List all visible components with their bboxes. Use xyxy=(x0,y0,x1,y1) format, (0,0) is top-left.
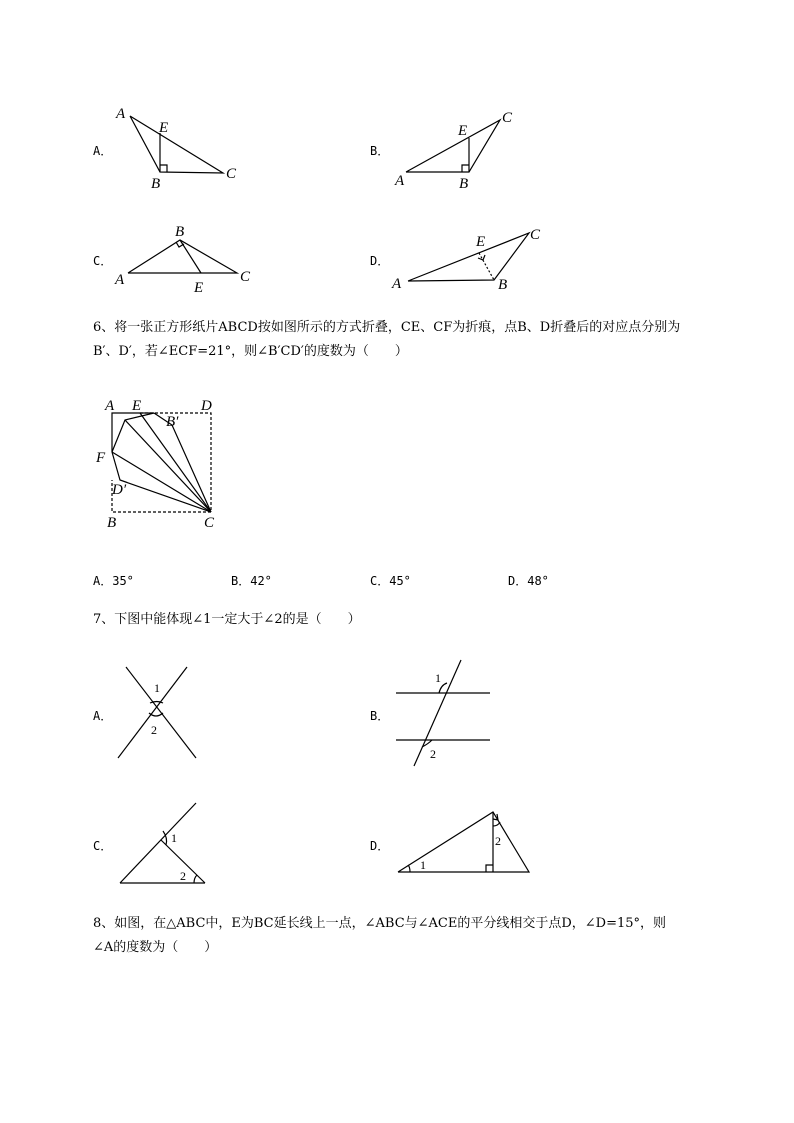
label-d: D xyxy=(201,398,212,414)
question-6-line-2: B′、D′，若∠ECF=21°，则∠B′CD′的度数为（ ） xyxy=(93,344,408,359)
label-e: E xyxy=(476,234,486,250)
label-a: A xyxy=(116,106,126,122)
angle-2-label: 2 xyxy=(430,747,436,761)
label-b: B xyxy=(107,515,117,531)
label-a: A xyxy=(115,272,125,288)
question-8-line-1: 8、如图，在△ABC中，E为BC延长线上一点，∠ABC与∠ACE的平分线相交于点D，∠D=15°，则 xyxy=(93,916,667,931)
label-c: C xyxy=(530,227,541,243)
label-b-prime: B′ xyxy=(166,414,179,430)
label-c: C xyxy=(502,110,513,126)
label-e: E xyxy=(194,280,204,296)
label-a: A xyxy=(105,398,115,414)
label-b: B xyxy=(175,224,185,240)
q7-option-c-label: C． xyxy=(93,839,113,853)
angle-1-label: 1 xyxy=(420,858,426,872)
angle-2-label: 2 xyxy=(180,869,186,883)
option-a-label: A． xyxy=(93,144,113,158)
label-e: E xyxy=(458,123,468,139)
q6-option-a: A．35° xyxy=(93,574,134,588)
question-7-text: 7、下图中能体现∠1一定大于∠2的是（ ） xyxy=(93,612,361,627)
label-e: E xyxy=(132,398,142,414)
label-c: C xyxy=(204,515,215,531)
label-a: A xyxy=(392,276,402,292)
angle-1-label: 1 xyxy=(154,681,160,695)
label-b: B xyxy=(151,176,161,192)
label-d-prime: D′ xyxy=(112,482,127,498)
label-f: F xyxy=(96,450,106,466)
q7-option-d-label: D． xyxy=(370,839,390,853)
q6-option-d: D．48° xyxy=(508,574,549,588)
option-b-label: B． xyxy=(370,144,390,158)
angle-2-label: 2 xyxy=(495,834,501,848)
q7-option-b-label: B． xyxy=(370,709,390,723)
option-d-label: D． xyxy=(370,254,390,268)
question-8-line-2: ∠A的度数为（ ） xyxy=(93,940,218,955)
q6-option-b: B．42° xyxy=(231,574,272,588)
label-a: A xyxy=(395,173,405,189)
label-b: B xyxy=(459,176,469,192)
question-8-text xyxy=(93,912,753,960)
label-c: C xyxy=(226,166,237,182)
label-b: B xyxy=(498,277,508,293)
angle-1-label: 1 xyxy=(435,671,441,685)
q6-option-c: C．45° xyxy=(370,574,411,588)
angle-2-label: 2 xyxy=(151,723,157,737)
label-e: E xyxy=(159,120,169,136)
label-c: C xyxy=(240,269,251,285)
option-c-label: C． xyxy=(93,254,113,268)
question-6-line-1: 6、将一张正方形纸片ABCD按如图所示的方式折叠，CE、CF为折痕，点B、D折叠后的对应点分别为 xyxy=(93,320,681,335)
angle-1-label: 1 xyxy=(171,831,177,845)
q7-option-a-label: A． xyxy=(93,709,113,723)
